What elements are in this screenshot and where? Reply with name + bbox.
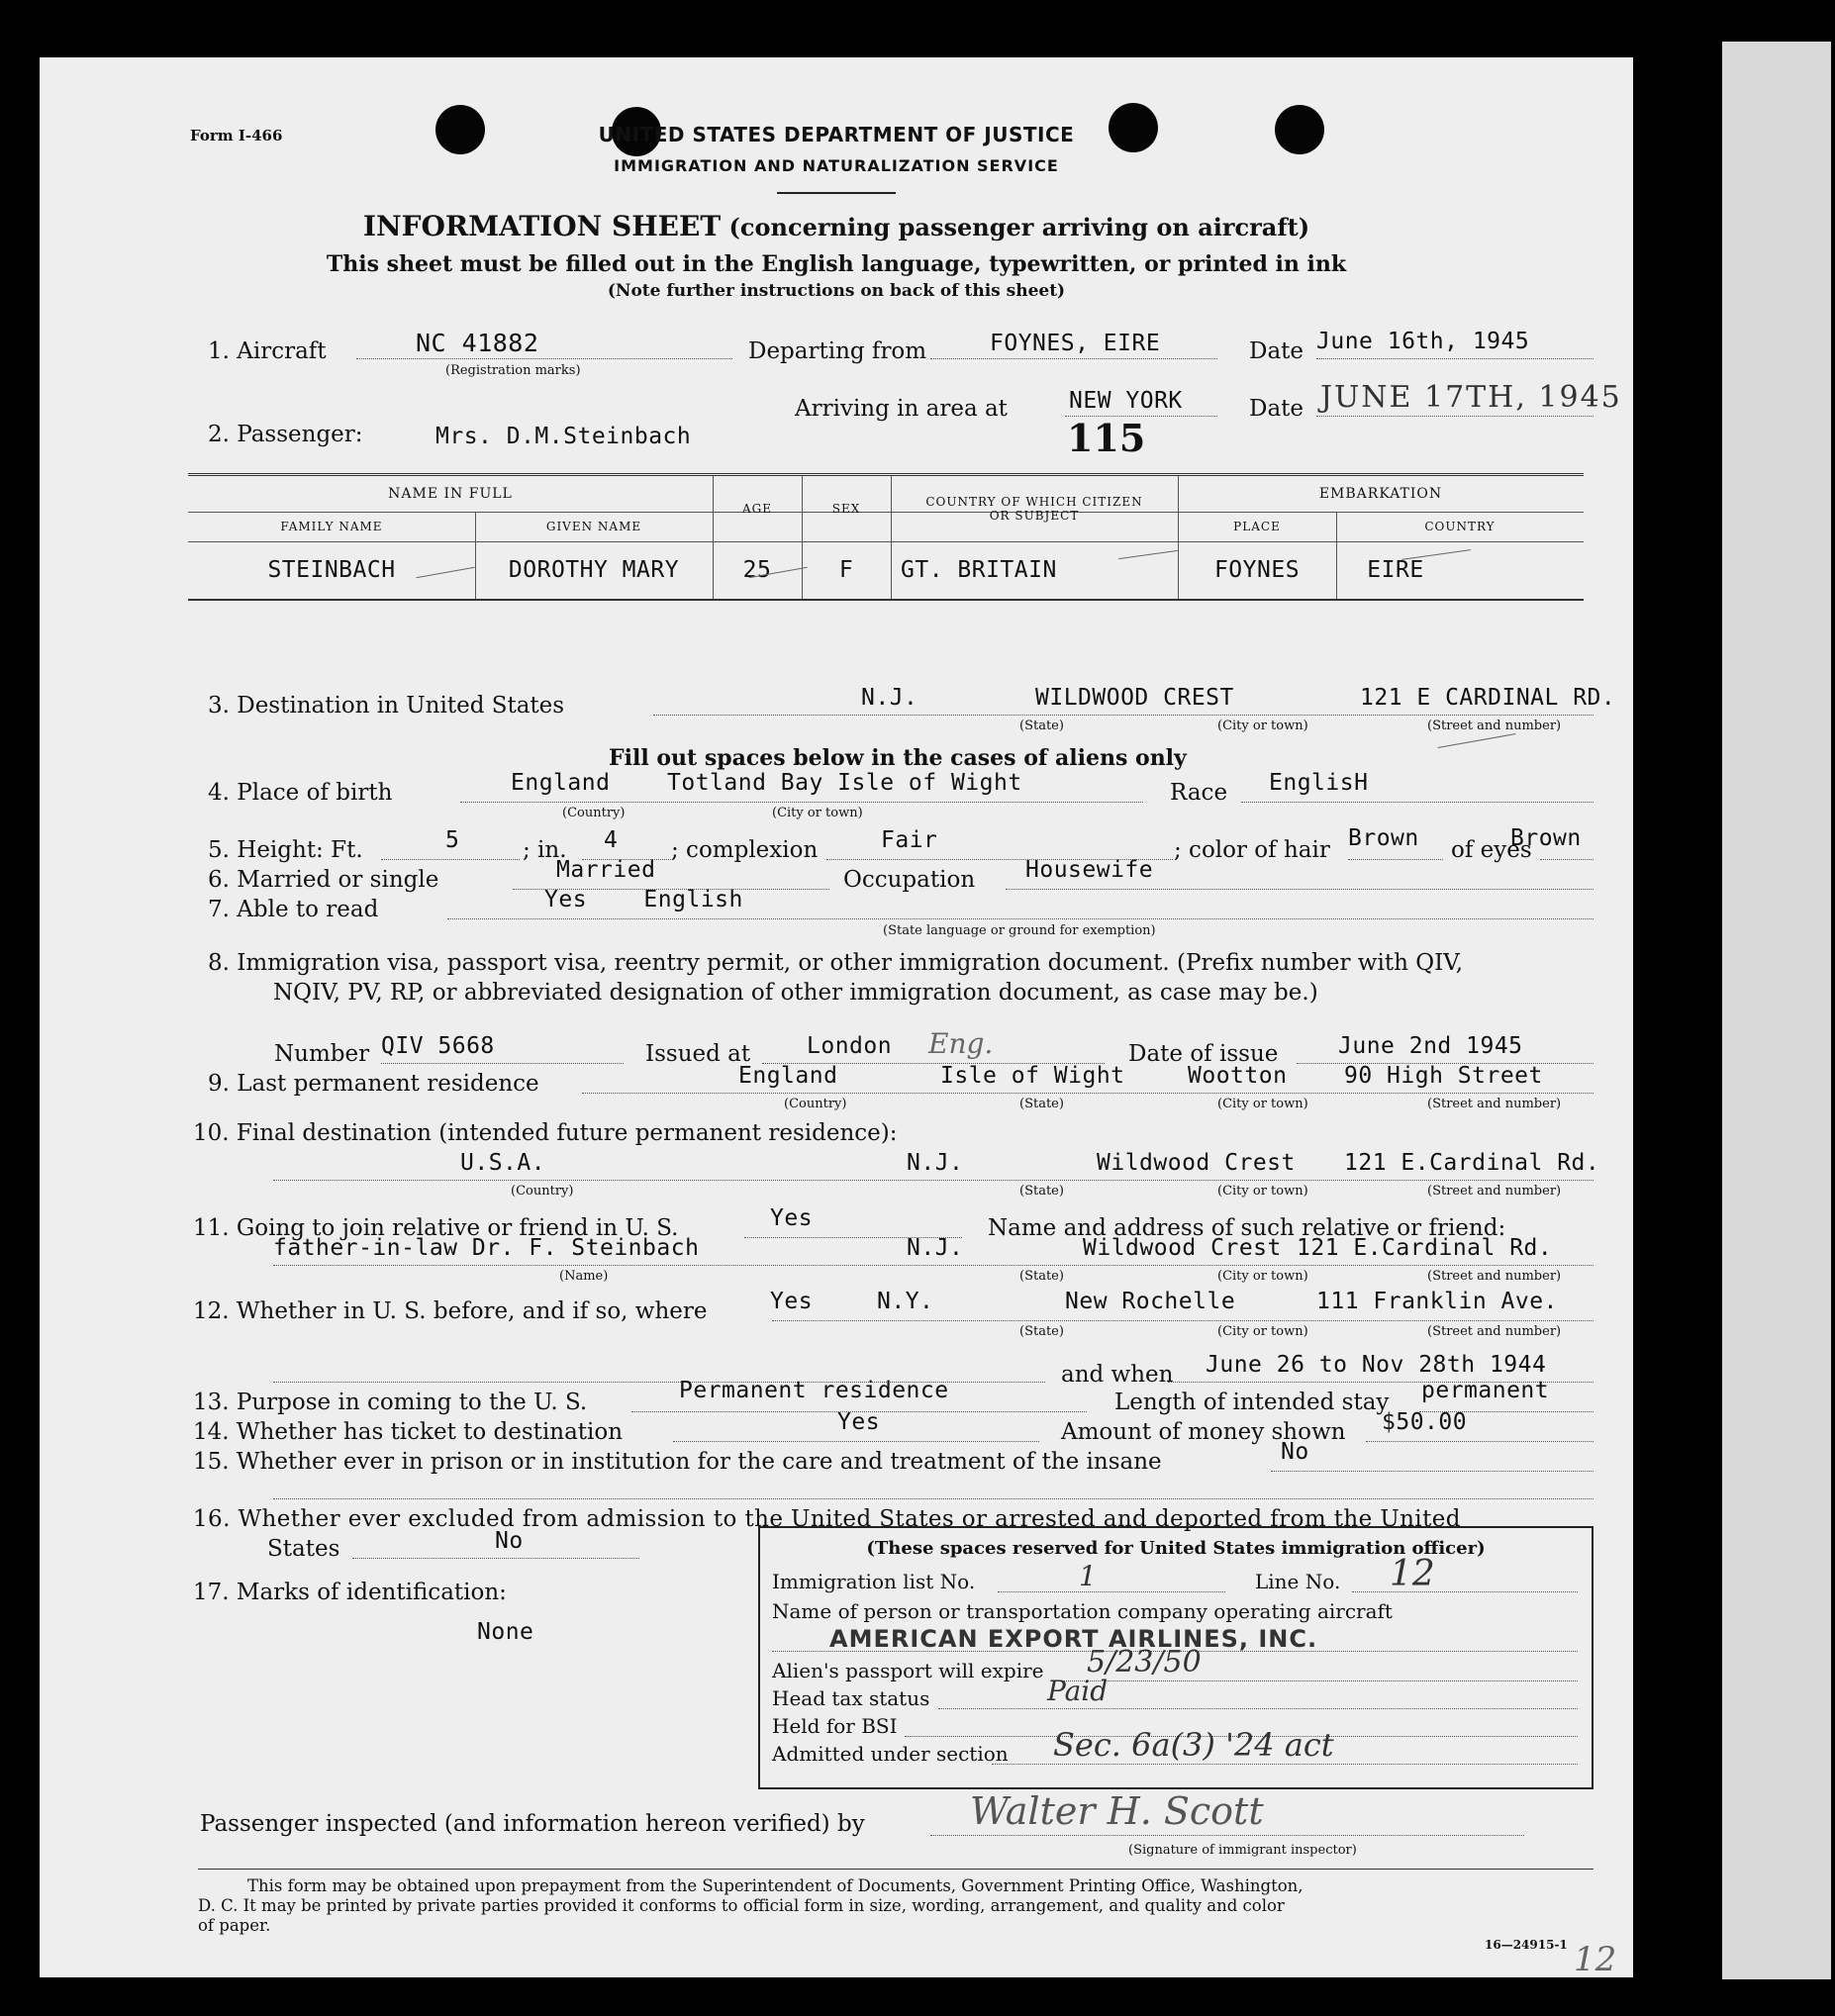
destination-state: N.J. [861,685,918,711]
departing-from: FOYNES, EIRE [990,331,1161,356]
form-code: 16—24915-1 [1485,1938,1568,1952]
operator-value: AMERICAN EXPORT AIRLINES, INC. [829,1625,1318,1653]
service-header: IMMIGRATION AND NATURALIZATION SERVICE [614,156,1059,175]
relative-state: N.J. [907,1235,964,1261]
inspector-signature: Walter H. Scott [970,1789,1264,1833]
embarkation-country-value: EIRE [1367,557,1424,583]
bsi-label: Held for BSI [772,1714,898,1738]
read-value: Yes English [544,887,743,912]
occupation-label: Occupation [843,867,976,893]
head-tax-label: Head tax status [772,1686,930,1710]
prior-visit-label: 12. Whether in U. S. before, and if so, where [193,1298,708,1324]
final-street: 121 E.Cardinal Rd. [1344,1150,1600,1176]
stay-label: Length of intended stay [1114,1390,1390,1415]
arrival-date: JUNE 17TH, 1945 [1320,380,1622,415]
caption-birth-country: (Country) [562,806,626,820]
height-in: 4 [604,827,619,853]
officer-box-title: (These spaces reserved for United States immigration officer) [866,1538,1486,1559]
height-in-label: ; in. [523,837,567,863]
prior-visit-when: June 26 to Nov 28th 1944 [1206,1352,1547,1378]
marital-value: Married [556,857,656,883]
caption-city: (City or town) [1217,719,1308,733]
issue-date-label: Date of issue [1128,1041,1279,1067]
prison-value: No [1281,1439,1309,1465]
margin-mark: 12 [1574,1940,1617,1979]
passenger-label: 2. Passenger: [208,422,363,447]
ticket-value: Yes [837,1409,881,1435]
line-no-label: Line No. [1255,1570,1341,1593]
passenger-name: Mrs. D.M.Steinbach [435,424,692,449]
occupation-value: Housewife [1025,857,1154,883]
caption-birth-city: (City or town) [772,806,863,820]
join-relative-answer: Yes [770,1205,814,1231]
excluded-value: No [495,1528,524,1554]
visa-number-label: Number [274,1041,370,1067]
destination-city: WILDWOOD CREST [1035,685,1234,711]
prior-visit-city: New Rochelle [1065,1289,1236,1314]
citizen-country-header: COUNTRY OF WHICH CITIZEN OR SUBJECT [925,495,1143,523]
caption-res-country: (Country) [784,1097,847,1111]
arriving-in: NEW YORK [1069,388,1183,414]
hair-value: Brown [1348,825,1419,851]
purpose-label: 13. Purpose in coming to the U. S. [193,1390,588,1415]
name-in-full-header: NAME IN FULL [388,486,513,502]
residence-city: Wootton [1188,1063,1288,1089]
visa-line2: NQIV, PV, RP, or abbreviated designation of other immigration document, as case may be.) [273,980,1318,1006]
when-label: and when [1061,1362,1174,1388]
caption-rel-city: (City or town) [1217,1269,1308,1284]
complexion-value: Fair [881,827,938,853]
caption-prior-state: (State) [1019,1324,1064,1339]
caption-prior-city: (City or town) [1217,1324,1308,1339]
visa-line1: 8. Immigration visa, passport visa, reentry permit, or other immigration document. (Prefix number with QIV, [208,950,1464,976]
prison-label: 15. Whether ever in prison or in institution for the care and treatment of the insane [193,1449,1162,1475]
relative-name: father-in-law Dr. F. Steinbach [273,1235,700,1261]
embarkation-place-value: FOYNES [1213,557,1301,583]
embarkation-place-header: PLACE [1233,520,1281,533]
eyes-label: of eyes [1451,837,1532,863]
footer-rule [198,1869,1594,1870]
destination-street: 121 E CARDINAL RD. [1360,685,1616,711]
sex-header: SEX [831,502,861,516]
arriving-label: Arriving in area at [795,396,1008,422]
prior-visit-answer: Yes [770,1289,814,1314]
family-name-header: FAMILY NAME [280,520,383,533]
signature-caption: (Signature of immigrant inspector) [1128,1843,1357,1858]
caption-res-state: (State) [1019,1097,1064,1111]
given-name-header: GIVEN NAME [545,520,642,533]
officer-box [758,1526,1594,1789]
caption-street: (Street and number) [1427,719,1562,733]
excluded-line2: States [267,1536,340,1562]
birth-country: England [511,770,611,796]
prior-visit-state: N.Y. [877,1289,934,1314]
issued-at: London [807,1033,893,1059]
arrival-date-label: Date [1249,396,1304,422]
birthplace-label: 4. Place of birth [208,780,393,806]
form-sheet [40,57,1633,1977]
issued-at-label: Issued at [645,1041,751,1067]
sex-value: F [838,557,854,583]
aliens-only-note: Fill out spaces below in the cases of aliens only [609,745,1187,771]
sheet-title [40,210,1633,242]
passenger-table [188,473,1584,601]
ticket-label: 14. Whether has ticket to destination [193,1419,624,1445]
registration-caption: (Registration marks) [445,363,581,378]
caption-res-city: (City or town) [1217,1097,1308,1111]
head-tax-value: Paid [1047,1675,1109,1707]
caption-language: (State language or ground for exemption) [883,923,1156,938]
back-note: (Note further instructions on back of this sheet) [607,281,1066,301]
read-label: 7. Able to read [208,897,379,922]
race-value: EnglisH [1269,770,1369,796]
height-ft: 5 [445,827,460,853]
age-header: AGE [741,502,772,516]
age-value: 25 [742,557,772,583]
title-main: INFORMATION SHEET [362,210,722,242]
relative-city: Wildwood Crest [1083,1235,1282,1261]
department-header: UNITED STATES DEPARTMENT OF JUSTICE [598,123,1075,146]
passport-expire-value: 5/23/50 [1087,1645,1202,1680]
aircraft-label: 1. Aircraft [208,338,327,364]
join-relative-label: 11. Going to join relative or friend in U. S. [193,1215,679,1241]
aircraft-registration: NC 41882 [416,329,539,357]
caption-final-street: (Street and number) [1427,1184,1562,1199]
purpose-value: Permanent residence [679,1378,949,1403]
embarkation-header: EMBARKATION [1318,486,1443,502]
issued-at-handwritten: Eng. [928,1027,994,1060]
prior-visit-street: 111 Franklin Ave. [1316,1289,1558,1314]
given-name-value: DOROTHY MARY [508,557,680,583]
residence-state: Isle of Wight [940,1063,1125,1089]
identification-label: 17. Marks of identification: [193,1580,507,1605]
stay-value: permanent [1421,1378,1550,1403]
header-rule [777,192,896,194]
race-label: Race [1170,780,1228,806]
hair-label: ; color of hair [1174,837,1330,863]
departing-label: Departing from [748,338,927,364]
caption-rel-state: (State) [1019,1269,1064,1284]
title-rest: (concerning passenger arriving on aircraft) [721,213,1310,241]
family-name-value: STEINBACH [267,557,396,583]
embarkation-country-header: COUNTRY [1424,520,1496,533]
line-no-value: 12 [1390,1554,1435,1594]
list-no-label: Immigration list No. [772,1570,976,1593]
final-country: U.S.A. [460,1150,546,1176]
footer-line3: of paper. [198,1916,271,1935]
stamp-number: 115 [1067,416,1146,460]
money-label: Amount of money shown [1061,1419,1346,1445]
final-destination-label: 10. Final destination (intended future permanent residence): [193,1120,898,1146]
caption-final-city: (City or town) [1217,1184,1308,1199]
issue-date: June 2nd 1945 [1338,1033,1523,1059]
footer-line2: D. C. It may be printed by private parties provided it conforms to official form in size, wording, arrangement, and quality and color [198,1896,1285,1915]
caption-final-country: (Country) [511,1184,574,1199]
caption-prior-street: (Street and number) [1427,1324,1562,1339]
relative-name-label: Name and address of such relative or friend: [988,1215,1506,1241]
final-state: N.J. [907,1150,964,1176]
language-instruction: This sheet must be filled out in the English language, typewritten, or printed in ink [326,251,1347,277]
footer-line1: This form may be obtained upon prepayment from the Superintendent of Documents, Government Printing Office, Washington, [247,1876,1304,1895]
caption-rel-name: (Name) [559,1269,609,1284]
admitted-value: Sec. 6a(3) '24 act [1053,1726,1334,1764]
relative-street: 121 E.Cardinal Rd. [1297,1235,1553,1261]
identification-value: None [477,1619,534,1645]
final-city: Wildwood Crest [1097,1150,1296,1176]
form-number: Form I-466 [190,127,283,144]
complexion-label: ; complexion [671,837,819,863]
passport-expire-label: Alien's passport will expire [772,1659,1044,1682]
adjacent-page-strip [1722,42,1831,1979]
caption-res-street: (Street and number) [1427,1097,1562,1111]
height-ft-label: 5. Height: Ft. [208,837,363,863]
operator-label: Name of person or transportation company operating aircraft [772,1599,1393,1623]
eyes-value: Brown [1510,825,1582,851]
inspection-label: Passenger inspected (and information hereon verified) by [200,1811,865,1837]
list-no-value: 1 [1079,1560,1097,1592]
residence-street: 90 High Street [1344,1063,1543,1089]
residence-country: England [738,1063,838,1089]
caption-rel-street: (Street and number) [1427,1269,1562,1284]
destination-label: 3. Destination in United States [208,693,565,719]
visa-number: QIV 5668 [381,1033,495,1059]
residence-label: 9. Last permanent residence [208,1071,539,1097]
departure-date-label: Date [1249,338,1304,364]
caption-state: (State) [1019,719,1064,733]
citizen-country-value: GT. BRITAIN [901,557,1057,583]
departure-date: June 16th, 1945 [1316,329,1530,354]
caption-final-state: (State) [1019,1184,1064,1199]
admitted-label: Admitted under section [772,1742,1009,1766]
birth-city: Totland Bay Isle of Wight [667,770,1022,796]
excluded-line1: 16. Whether ever excluded from admission to the United States or arrested and deported from the United [193,1506,1461,1532]
money-value: $50.00 [1382,1409,1468,1435]
marital-label: 6. Married or single [208,867,439,893]
